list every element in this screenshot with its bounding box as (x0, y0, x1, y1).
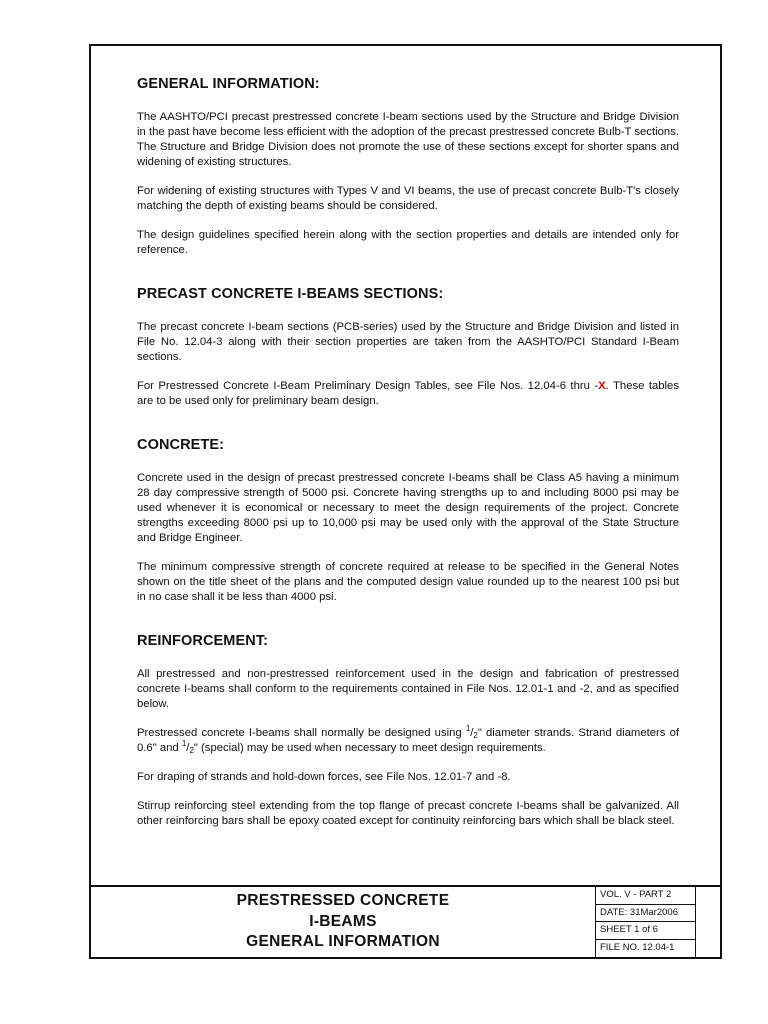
section-heading-precast-sections: PRECAST CONCRETE I-BEAMS SECTIONS: (137, 286, 444, 302)
text-run: " diameter strands. Strand diameters of 0.6" and (137, 727, 679, 754)
sheet-label: SHEET 1 of 6 (596, 922, 695, 940)
paragraph: The design guidelines specified herein along with the section properties and details are intended only for reference. (137, 229, 679, 256)
volume-label: VOL. V - PART 2 (596, 887, 695, 905)
text-run: . These tables are to be used only for preliminary beam design. (137, 380, 679, 407)
fraction-numerator: 1 (181, 739, 187, 748)
placeholder-marker: X (598, 380, 606, 392)
paragraph: The precast concrete I-beam sections (PCB-series) used by the Structure and Bridge Division and listed in File No. 12.04-3 along with their section properties are taken from the AASHTO/PCI Standard I-Beam sections. (137, 321, 679, 363)
paragraph: Concrete used in the design of precast prestressed concrete I-beams shall be Class A5 having a minimum 28 day compressive strength of 5000 psi. Concrete having strengths up to and including 8000 psi may be used whenever it is economical or necessary to meet the design requirements of the project. Concrete strengths exceeding 8000 psi up to 10,000 psi may be used only with the approval of the State Structure and Bridge Engineer. (137, 472, 679, 544)
title-line: PRESTRESSED CONCRETE (236, 892, 450, 909)
paragraph: Prestressed concrete I-beams shall normally be designed using $^1/_2$" diameter strands. Strand diameters of 0.6" and $^1/_2$" (special) may be used when necessary to meet design requirements. (137, 724, 679, 755)
paragraph: For draping of strands and hold-down forces, see File Nos. 12.01-7 and -8. (137, 771, 511, 783)
title-block-info (595, 887, 696, 957)
title-block-heading (91, 891, 595, 953)
section-heading-reinforcement: REINFORCEMENT: (137, 633, 269, 649)
page-border (89, 44, 722, 959)
fraction-denominator: 2 (189, 746, 194, 755)
text-run: Prestressed concrete I-beams shall normally be designed using (137, 727, 466, 739)
paragraph: For widening of existing structures with Types V and VI beams, the use of precast concrete Bulb-T's closely matching the depth of existing beams should be considered. (137, 185, 679, 212)
paragraph: All prestressed and non-prestressed reinforcement used in the design and fabrication of prestressed concrete I-beams shall conform to the requirements contained in File Nos. 12.01-1 and -2, and as specified below. (137, 668, 679, 710)
fraction-denominator: 2 (473, 731, 478, 740)
paragraph: The minimum compressive strength of concrete required at release to be specified in the General Notes shown on the title sheet of the plans and the computed design value rounded up to the nearest 100 psi but in no case shall it be less than 4000 psi. (137, 561, 679, 603)
fraction-numerator: 1 (465, 724, 471, 733)
paragraph: Stirrup reinforcing steel extending from the top flange of precast concrete I-beams shall be galvanized. All other reinforcing bars shall be epoxy coated except for continuity reinforcing bars which shall be black steel. (137, 800, 679, 827)
title-line: GENERAL INFORMATION (246, 933, 440, 950)
text-run: " (special) may be used when necessary to meet design requirements. (193, 742, 546, 754)
text-run: For Prestressed Concrete I-Beam Preliminary Design Tables, see File Nos. 12.04-6 thru - (137, 380, 599, 392)
paragraph (137, 379, 679, 409)
section-heading-general-information: GENERAL INFORMATION: (137, 76, 320, 92)
file-number-label: FILE NO. 12.04-1 (600, 941, 675, 953)
section-heading-concrete: CONCRETE: (137, 437, 225, 453)
title-block (91, 885, 720, 957)
document-body (137, 76, 679, 829)
paragraph: The AASHTO/PCI precast prestressed concrete I-beam sections used by the Structure and Bridge Division in the past have become less efficient with the adoption of the precast prestressed concrete Bulb-T sections. The Structure and Bridge Division does not promote the use of these sections except for shorter spans and widening of existing structures. (137, 111, 679, 168)
title-line: I-BEAMS (309, 912, 377, 930)
date-label: DATE: 31Mar2006 (596, 905, 695, 923)
